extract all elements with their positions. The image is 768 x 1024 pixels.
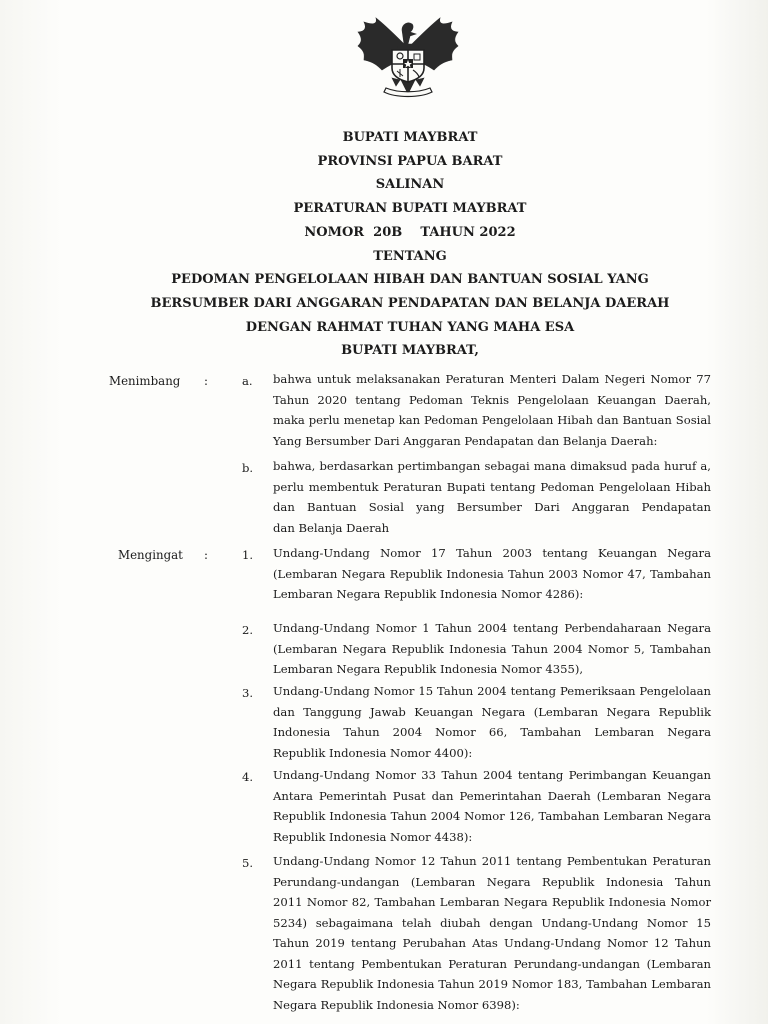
text-line: dan Tanggung Jawab Keuangan Negara (Lembaran Negara Republik	[273, 704, 711, 719]
mengingat-item-1	[273, 543, 711, 605]
text-line: perlu membentuk Peraturan Bupati tentang Pedoman Pengelolaan Hibah	[273, 479, 711, 494]
text-line: Undang-Undang Nomor 12 Tahun 2011 tentang Pembentukan Peraturan	[273, 854, 711, 868]
heading-regulation-number: NOMOR 20B TAHUN 2022	[304, 224, 516, 240]
item-marker: 3.	[242, 686, 254, 700]
item-marker: 4.	[242, 770, 254, 784]
item-marker: 1.	[242, 548, 254, 562]
text-line: Undang-Undang Nomor 15 Tahun 2004 tentang Pemeriksaan Pengelolaan	[273, 684, 711, 698]
heading-subject-line-2: BERSUMBER DARI ANGGARAN PENDAPATAN DAN BELANJA DAERAH	[150, 295, 670, 311]
text-line: dan Belanja Daerah	[273, 520, 390, 535]
text-line: maka perlu menetap kan Pedoman Pengelolaan Hibah dan Bantuan Sosial	[273, 413, 711, 427]
menimbang-colon: :	[204, 374, 208, 388]
text-line: Republik Indonesia Nomor 4438):	[273, 829, 473, 844]
mengingat-item-4	[273, 765, 711, 847]
mengingat-item-3	[273, 681, 711, 763]
heading-regent-title: BUPATI MAYBRAT	[342, 130, 478, 145]
text-line: Tahun 2019 tentang Perubahan Atas Undang-Undang Nomor 12 Tahun	[273, 936, 711, 950]
text-line: 5234) sebagaimana telah diubah dengan Undang-Undang Nomor 15	[273, 915, 711, 930]
text-line: 2011 tentang Pembentukan Peraturan Perundang-undangan (Lembaran	[273, 956, 711, 971]
text-line: Perundang-undangan (Lembaran Negara Republik Indonesia Tahun	[273, 874, 711, 889]
text-line: (Lembaran Negara Republik Indonesia Tahun 2003 Nomor 47, Tambahan	[273, 566, 711, 581]
menimbang-item-a	[273, 369, 711, 451]
item-marker: a.	[242, 374, 253, 388]
text-line: Undang-Undang Nomor 1 Tahun 2004 tentang Perbendaharaan Negara	[273, 621, 711, 635]
text-line: Antara Pemerintah Pusat dan Pemerintahan Daerah (Lembaran Negara	[273, 788, 711, 803]
heading-about: TENTANG	[373, 248, 447, 264]
item-marker: 2.	[242, 623, 254, 637]
heading-subject-line-1: PEDOMAN PENGELOLAAN HIBAH DAN BANTUAN SOSIAL YANG	[171, 272, 649, 288]
text-line: Yang Bersumber Dari Anggaran Pendapatan dan Belanja Daerah:	[273, 433, 658, 448]
text-line: (Lembaran Negara Republik Indonesia Tahun 2004 Nomor 5, Tambahan	[273, 641, 711, 656]
heading-invocation: DENGAN RAHMAT TUHAN YANG MAHA ESA	[245, 319, 575, 335]
text-line: Undang-Undang Nomor 33 Tahun 2004 tentang Perimbangan Keuangan	[273, 768, 711, 782]
heading-province: PROVINSI PAPUA BARAT	[317, 153, 503, 169]
text-line: Republik Indonesia Tahun 2004 Nomor 126, Tambahan Lembaran Negara	[273, 809, 711, 823]
text-line: Lembaran Negara Republik Indonesia Nomor 4355),	[273, 662, 584, 676]
item-marker: b.	[242, 461, 254, 475]
mengingat-item-2	[273, 618, 711, 680]
heading-regent-declaration: BUPATI MAYBRAT,	[341, 343, 479, 359]
text-line: bahwa untuk melaksanakan Peraturan Menteri Dalam Negeri Nomor 77	[273, 372, 711, 386]
text-line: dan Bantuan Sosial yang Bersumber Dari Anggaran Pendapatan	[273, 500, 711, 514]
mengingat-item-5	[273, 851, 711, 1015]
heading-regulation-name: PERATURAN BUPATI MAYBRAT	[293, 201, 527, 217]
item-marker: 5.	[242, 856, 254, 870]
text-line: Lembaran Negara Republik Indonesia Nomor 4286):	[273, 587, 584, 601]
text-line: Indonesia Tahun 2004 Nomor 66, Tambahan Lembaran Negara	[273, 725, 711, 739]
text-line: Republik Indonesia Nomor 4400):	[273, 745, 473, 760]
heading-copy-label: SALINAN	[375, 177, 445, 193]
text-line: Negara Republik Indonesia Tahun 2019 Nomor 183, Tambahan Lembaran	[273, 977, 711, 991]
menimbang-item-b	[273, 456, 711, 538]
text-line: Undang-Undang Nomor 17 Tahun 2003 tentang Keuangan Negara	[273, 546, 711, 560]
text-line: Tahun 2020 tentang Pedoman Teknis Pengelolaan Keuangan Daerah,	[273, 392, 711, 407]
text-line: Negara Republik Indonesia Nomor 6398):	[273, 997, 520, 1012]
text-line: 2011 Nomor 82, Tambahan Lembaran Negara Republik Indonesia Nomor	[273, 895, 711, 909]
mengingat-colon: :	[204, 548, 208, 562]
menimbang-label: Menimbang	[109, 374, 181, 388]
mengingat-label: Mengingat	[118, 548, 183, 562]
text-line: bahwa, berdasarkan pertimbangan sebagai mana dimaksud pada huruf a,	[273, 459, 711, 473]
